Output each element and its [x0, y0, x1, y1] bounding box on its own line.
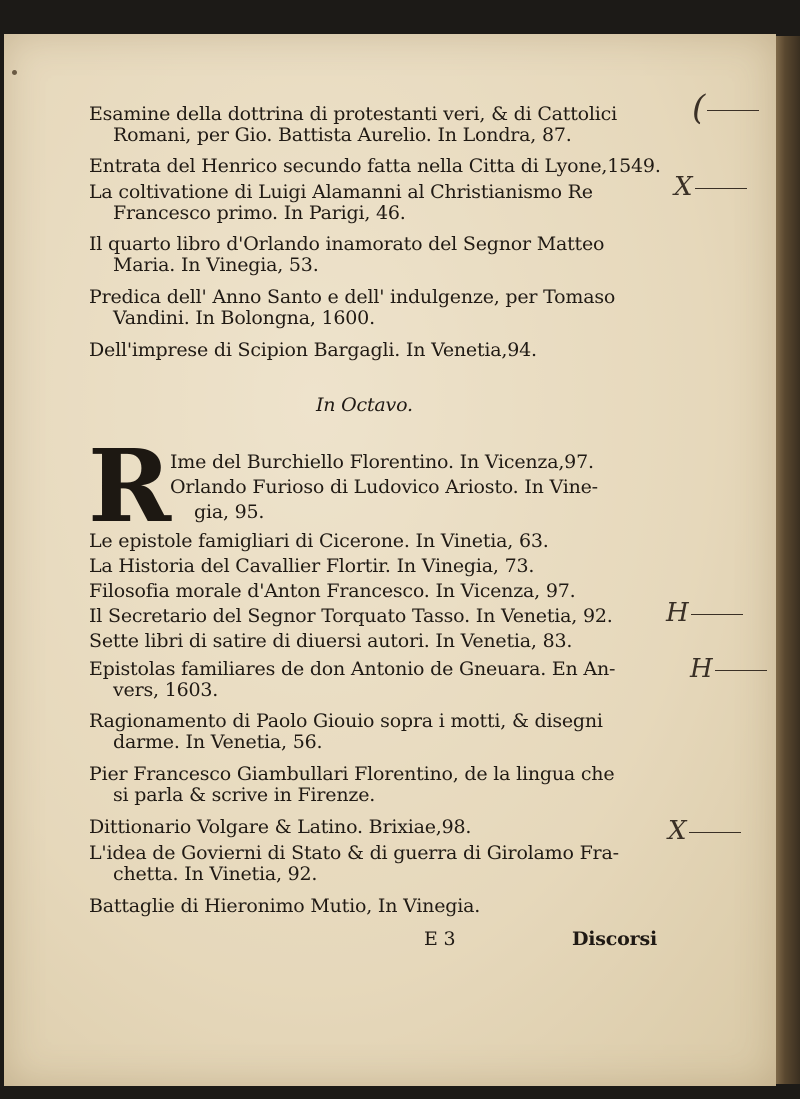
- margin-mark: [692, 88, 759, 128]
- margin-mark-line: [715, 670, 767, 671]
- margin-mark-glyph: X: [674, 172, 693, 202]
- entry-idea-govierni: [89, 843, 619, 885]
- entry-line: La Historia del Cavallier Flortir. In Vinegia, 73.: [89, 555, 535, 577]
- entry-predica: [89, 287, 615, 329]
- signature-mark: E 3: [424, 928, 456, 950]
- entry-line: Francesco primo. In Parigi, 46.: [113, 202, 406, 224]
- drop-cap: R: [88, 427, 172, 545]
- binding-dot: [12, 70, 17, 75]
- margin-mark: [666, 598, 743, 628]
- entry-ragionamento: [89, 711, 603, 753]
- entry-line: Battaglie di Hieronimo Mutio, In Vinegia.: [89, 895, 481, 917]
- entry-line: Il Secretario del Segnor Torquato Tasso. In Venetia, 92.: [89, 605, 613, 627]
- entry-quarto-libro: [89, 234, 604, 276]
- catchword: Discorsi: [572, 928, 657, 950]
- entry-line: Entrata del Henrico secundo fatta nella Citta di Lyone,1549.: [89, 155, 661, 177]
- entry-line: Ragionamento di Paolo Giouio sopra i motti, & disegni: [89, 710, 603, 732]
- section-heading: In Octavo.: [316, 394, 413, 416]
- entry-line: gia, 95.: [194, 501, 265, 523]
- entry-line: si parla & scrive in Firenze.: [113, 784, 376, 806]
- entry-line: Predica dell' Anno Santo e dell' indulgenze, per Tomaso: [89, 286, 616, 308]
- entry-line: Le epistole famigliari di Cicerone. In Vinetia, 63.: [89, 530, 549, 552]
- entry-line: Maria. In Vinegia, 53.: [113, 254, 319, 276]
- entry-esamine: [89, 104, 617, 146]
- entry-historia: [89, 556, 534, 577]
- entry-giambullari: [89, 764, 614, 806]
- entry-line: Vandini. In Bolongna, 1600.: [113, 307, 375, 329]
- entry-line: Romani, per Gio. Battista Aurelio. In Londra, 87.: [113, 124, 572, 146]
- entry-filosofia: [89, 581, 575, 602]
- entry-line: Orlando Furioso di Ludovico Ariosto. In Vine-: [170, 476, 598, 498]
- entry-line: Il quarto libro d'Orlando inamorato del Segnor Matteo: [89, 233, 605, 255]
- margin-mark-glyph: (: [692, 88, 706, 128]
- margin-mark-line: [691, 614, 743, 615]
- margin-mark: [668, 816, 741, 846]
- dropcap-entries: [170, 450, 598, 525]
- entry-epistolas: [89, 659, 615, 701]
- entry-line: Ime del Burchiello Florentino. In Vicenza,97.: [170, 451, 594, 473]
- entry-line: vers, 1603.: [113, 679, 219, 701]
- margin-mark-line: [689, 832, 741, 833]
- entry-secretario: [89, 606, 613, 627]
- entry-epistole: [89, 531, 549, 552]
- entry-line: La coltivatione di Luigi Alamanni al Christianismo Re: [89, 181, 593, 203]
- margin-mark-line: [695, 188, 747, 189]
- entry-battaglie: [89, 896, 480, 917]
- entry-line: Epistolas familiares de don Antonio de Gneuara. En An-: [89, 658, 616, 680]
- entry-line: Pier Francesco Giambullari Florentino, de la lingua che: [89, 763, 615, 785]
- entry-line: Sette libri di satire di diuersi autori. In Venetia, 83.: [89, 630, 573, 652]
- margin-mark-line: [707, 110, 759, 111]
- entry-line: darme. In Venetia, 56.: [113, 731, 323, 753]
- entry-line: Filosofia morale d'Anton Francesco. In Vicenza, 97.: [89, 580, 576, 602]
- entry-dittionario: [89, 817, 471, 838]
- entry-coltivatione: [89, 182, 593, 224]
- entry-line: L'idea de Govierni di Stato & di guerra di Girolamo Fra-: [89, 842, 619, 864]
- entry-line: Dittionario Volgare & Latino. Brixiae,98.: [89, 816, 472, 838]
- entry-line: Esamine della dottrina di protestanti veri, & di Cattolici: [89, 103, 617, 125]
- entry-line: chetta. In Vinetia, 92.: [113, 863, 318, 885]
- margin-mark-glyph: H: [666, 598, 689, 628]
- entry-imprese: [89, 340, 537, 361]
- margin-mark: [674, 172, 747, 202]
- margin-mark-glyph: X: [668, 816, 687, 846]
- entry-line: Dell'imprese di Scipion Bargagli. In Venetia,94.: [89, 339, 537, 361]
- entry-sette-libri: [89, 631, 572, 652]
- entry-entrata: [89, 156, 661, 177]
- margin-mark-glyph: H: [690, 654, 713, 684]
- margin-mark: [690, 654, 767, 684]
